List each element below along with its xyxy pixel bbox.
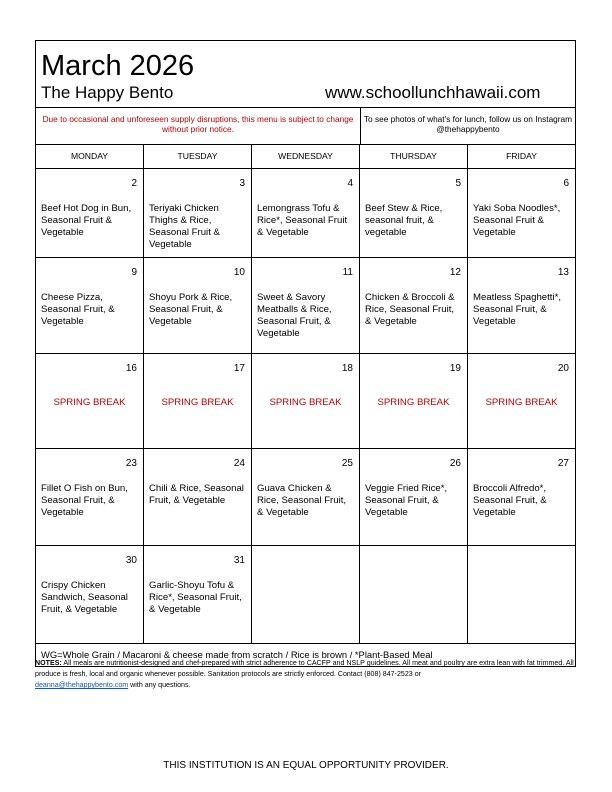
weekday-header-row bbox=[36, 145, 575, 169]
day-cell bbox=[36, 258, 144, 353]
meal-text: Shoyu Pork & Rice, Seasonal Fruit, & Vegetable bbox=[149, 292, 233, 327]
meal-text: Chili & Rice, Seasonal Fruit, & Vegetable bbox=[149, 483, 244, 506]
meal-text: Teriyaki Chicken Thighs & Rice, Seasonal Fruit & Vegetable bbox=[149, 203, 220, 250]
day-cell bbox=[252, 258, 360, 353]
date-number: 6 bbox=[563, 178, 569, 189]
week-row bbox=[36, 546, 575, 644]
empty-day-cell bbox=[252, 546, 360, 643]
spring-break-label: SPRING BREAK bbox=[377, 397, 450, 408]
week-row bbox=[36, 354, 575, 449]
page-title: March 2026 bbox=[41, 50, 195, 82]
meal-text: Lemongrass Tofu & Rice*, Seasonal Fruit & Vegetable bbox=[257, 203, 348, 238]
date-number: 9 bbox=[131, 267, 137, 278]
day-cell bbox=[144, 546, 252, 643]
week-row bbox=[36, 258, 575, 354]
date-number: 3 bbox=[239, 178, 245, 189]
day-cell bbox=[252, 169, 360, 257]
equal-opportunity-statement: THIS INSTITUTION IS AN EQUAL OPPORTUNITY PROVIDER. bbox=[163, 760, 449, 771]
weekday-tuesday: TUESDAY bbox=[144, 145, 252, 168]
date-number: 30 bbox=[125, 555, 137, 566]
day-cell bbox=[36, 546, 144, 643]
day-cell bbox=[36, 449, 144, 545]
date-number: 4 bbox=[347, 178, 353, 189]
day-cell bbox=[360, 354, 468, 448]
day-cell bbox=[36, 169, 144, 257]
meal-text: Veggie Fried Rice*, Seasonal Fruit, & Vegetable bbox=[365, 483, 448, 518]
day-cell bbox=[360, 169, 468, 257]
weekday-thursday: THURSDAY bbox=[360, 145, 468, 168]
date-number: 16 bbox=[125, 363, 137, 374]
meal-text: Crispy Chicken Sandwich, Seasonal Fruit, & Vegetable bbox=[41, 580, 128, 615]
meal-text: Broccoli Alfredo*, Seasonal Fruit, & Vegetable bbox=[473, 483, 547, 518]
empty-day-cell bbox=[468, 546, 575, 643]
weekday-wednesday: WEDNESDAY bbox=[252, 145, 360, 168]
notes-text: All meals are nutritionist-designed and chef-prepared with strict adherence to CACFP and NSLP guidelines. All meat and poultry are extra lean with fat trimmed. All produce is fresh, local and organic whenever possible. Sanitation protocols are strictly enforced. Contact (808) 847-2523 or bbox=[35, 659, 574, 678]
meal-text: Sweet & Savory Meatballs & Rice, Seasonal Fruit, & Vegetable bbox=[257, 292, 332, 339]
day-cell bbox=[144, 449, 252, 545]
date-number: 2 bbox=[131, 178, 137, 189]
day-cell bbox=[360, 258, 468, 353]
contact-email-link[interactable]: deanna@thehappybento.com bbox=[35, 681, 129, 689]
day-cell bbox=[144, 258, 252, 353]
notes-tail: with any questions. bbox=[130, 681, 191, 689]
week-row bbox=[36, 449, 575, 546]
day-cell bbox=[468, 258, 575, 353]
calendar-header bbox=[36, 41, 575, 108]
meal-text: Yaki Soba Noodles*, Seasonal Fruit & Vegetable bbox=[473, 203, 561, 238]
spring-break-label: SPRING BREAK bbox=[269, 397, 342, 408]
spring-break-label: SPRING BREAK bbox=[485, 397, 558, 408]
date-number: 5 bbox=[455, 178, 461, 189]
meal-text: Fillet O Fish on Bun, Seasonal Fruit, & Vegetable bbox=[41, 483, 128, 518]
meal-text: Beef Hot Dog in Bun, Seasonal Fruit & Vegetable bbox=[41, 203, 132, 238]
meal-text: Cheese Pizza, Seasonal Fruit, & Vegetable bbox=[41, 292, 115, 327]
weekday-monday: MONDAY bbox=[36, 145, 144, 168]
day-cell bbox=[360, 449, 468, 545]
spring-break-label: SPRING BREAK bbox=[53, 397, 126, 408]
date-number: 11 bbox=[342, 267, 353, 278]
date-number: 20 bbox=[557, 363, 569, 374]
date-number: 12 bbox=[449, 267, 461, 278]
day-cell bbox=[36, 354, 144, 448]
date-number: 27 bbox=[557, 458, 569, 469]
day-cell bbox=[144, 169, 252, 257]
meal-text: Guava Chicken & Rice, Seasonal Fruit, & Vegetable bbox=[257, 483, 347, 518]
menu-calendar bbox=[35, 40, 576, 667]
supply-disruption-notice: Due to occasional and unforeseen supply disruptions, this menu is subject to change without prior notice. bbox=[36, 108, 361, 144]
date-number: 23 bbox=[125, 458, 137, 469]
meal-text: Garlic-Shoyu Tofu & Rice*, Seasonal Fruit, & Vegetable bbox=[149, 580, 242, 615]
notice-row bbox=[36, 108, 575, 145]
day-cell bbox=[252, 449, 360, 545]
date-number: 25 bbox=[341, 458, 353, 469]
date-number: 10 bbox=[233, 267, 245, 278]
day-cell bbox=[468, 449, 575, 545]
notes-section bbox=[35, 658, 577, 691]
notes-label: NOTES: bbox=[35, 659, 62, 667]
website-text: www.schoollunchhawaii.com bbox=[325, 83, 541, 102]
date-number: 26 bbox=[449, 458, 461, 469]
date-number: 17 bbox=[233, 363, 245, 374]
date-number: 18 bbox=[341, 363, 353, 374]
meal-text: Meatless Spaghetti*, Seasonal Fruit, & Vegetable bbox=[473, 292, 561, 327]
legend-text: WG=Whole Grain / Macaroni & cheese made from scratch / Rice is brown / *Plant-Based Meal bbox=[41, 649, 433, 660]
day-cell bbox=[468, 169, 575, 257]
meal-text: Chicken & Broccoli & Rice, Seasonal Fruit, & Vegetable bbox=[365, 292, 455, 327]
date-number: 31 bbox=[233, 555, 245, 566]
meal-text: Beef Stew & Rice, seasonal fruit, & vegetable bbox=[365, 203, 443, 238]
week-row bbox=[36, 169, 575, 258]
date-number: 24 bbox=[233, 458, 245, 469]
day-cell bbox=[144, 354, 252, 448]
spring-break-label: SPRING BREAK bbox=[161, 397, 234, 408]
company-name: The Happy Bento bbox=[41, 83, 174, 102]
day-cell bbox=[468, 354, 575, 448]
weekday-friday: FRIDAY bbox=[506, 151, 537, 161]
date-number: 19 bbox=[449, 363, 461, 374]
instagram-notice: To see photos of what's for lunch, follow us on Instagram @thehappybento bbox=[363, 114, 573, 134]
empty-day-cell bbox=[360, 546, 468, 643]
day-cell bbox=[252, 354, 360, 448]
date-number: 13 bbox=[557, 267, 569, 278]
